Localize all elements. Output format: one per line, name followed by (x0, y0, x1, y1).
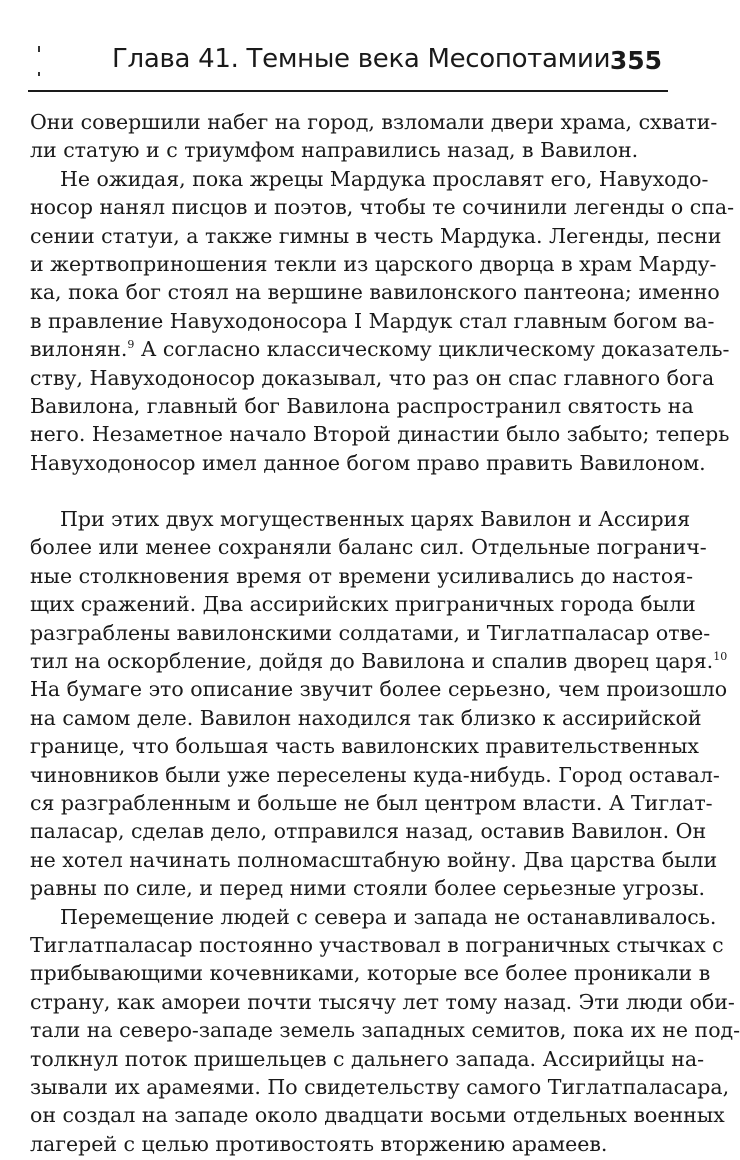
text-line: ли статую и с триумфом направились назад, в Вавилон. (30, 138, 639, 163)
text-line: сении статуи, а также гимны в честь Мардука. Легенды, песни (30, 223, 722, 248)
text-line: не хотел начинать полномасштабную войну. Два царства были (30, 847, 718, 872)
text-line: носор нанял писцов и поэтов, чтобы те сочинили легенды о спа- (30, 195, 735, 220)
text-line: Не ожидая, пока жрецы Мардука прославят его, Навуходо- (60, 166, 709, 191)
paragraph (30, 165, 735, 477)
text-line: страну, как амореи почти тысячу лет тому назад. Эти люди оби- (30, 989, 735, 1014)
body-text (30, 108, 740, 1158)
text-line: ству, Навуходоносор доказывал, что раз он спас главного бога (30, 365, 715, 390)
section-break (30, 477, 662, 505)
text-line: границе, что большая часть вавилонских правительственных (30, 734, 699, 759)
text-line: более или менее сохраняли баланс сил. Отдельные погранич- (30, 535, 707, 560)
text-line: Вавилона, главный бог Вавилона распространил святость на (30, 393, 694, 418)
text-line: лагерей с целью противостоять вторжению арамеев. (30, 1131, 608, 1156)
paragraph (30, 903, 740, 1159)
text-line: Они совершили набег на город, взломали двери храма, схвати- (30, 110, 718, 134)
text-line: равны по силе, и перед ними стояли более серьезные угрозы. (30, 876, 705, 901)
paragraph (30, 108, 718, 165)
text-line: разграблены вавилонскими солдатами, и Тиглатпаласар отве- (30, 620, 711, 645)
footnote-marker[interactable]: 9 (127, 338, 135, 352)
text-line: тали на северо-западе земель западных семитов, пока их не под- (30, 1018, 740, 1043)
text-fragment: А согласно классическому циклическому доказатель- (134, 337, 730, 362)
running-head (28, 38, 668, 84)
text-line (30, 335, 730, 363)
text-line: толкнул поток пришельцев с дальнего запада. Ассирийцы на- (30, 1046, 705, 1071)
text-line: щих сражений. Два ассирийских приграничных города были (30, 592, 696, 617)
text-line: ные столкновения время от времени усиливались до настоя- (30, 563, 694, 588)
text-line: зывали их арамеями. По свидетельству самого Тиглатпаласара, (30, 1074, 730, 1099)
text-line: ся разграбленным и больше не был центром власти. А Тиглат- (30, 790, 713, 815)
text-line (30, 647, 728, 675)
text-line: в правление Навуходоносора I Мардук стал главным богом ва- (30, 308, 715, 333)
text-line: При этих двух могущественных царях Вавилон и Ассирия (60, 507, 691, 532)
page-number: 355 (609, 46, 662, 75)
chapter-title: Глава 41. Темные века Месопотамии (112, 44, 611, 74)
text-line: Перемещение людей с севера и запада не останавливалось. (60, 904, 717, 929)
text-line: Тиглатпаласар постоянно участвовал в пограничных стычках с (30, 932, 724, 957)
text-line: паласар, сделав дело, отправился назад, оставив Вавилон. Он (30, 819, 707, 844)
text-line: на самом деле. Вавилон находился так близко к ассирийской (30, 705, 702, 730)
header-rule (28, 90, 668, 92)
text-fragment: вилонян. (30, 337, 128, 362)
text-line: и жертвоприношения текли из царского дворца в храм Марду- (30, 251, 717, 276)
text-line: Навуходоносор имел данное богом право править Вавилоном. (30, 450, 706, 475)
footnote-marker[interactable]: 10 (713, 650, 728, 664)
text-line: чиновников были уже переселены куда-нибудь. Город оставал- (30, 762, 720, 787)
text-fragment: тил на оскорбление, дойдя до Вавилона и спалив дворец царя. (30, 649, 714, 674)
text-line: прибывающими кочевниками, которые все более проникали в (30, 961, 711, 986)
text-line: он создал на западе около двадцати восьми отдельных военных (30, 1103, 725, 1128)
text-line: него. Незаметное начало Второй династии было забыто; теперь (30, 422, 730, 447)
text-line: ка, пока бог стоял на вершине вавилонского пантеона; именно (30, 280, 720, 305)
text-line: На бумаге это описание звучит более серьезно, чем произошло (30, 677, 728, 702)
paragraph (30, 505, 728, 902)
